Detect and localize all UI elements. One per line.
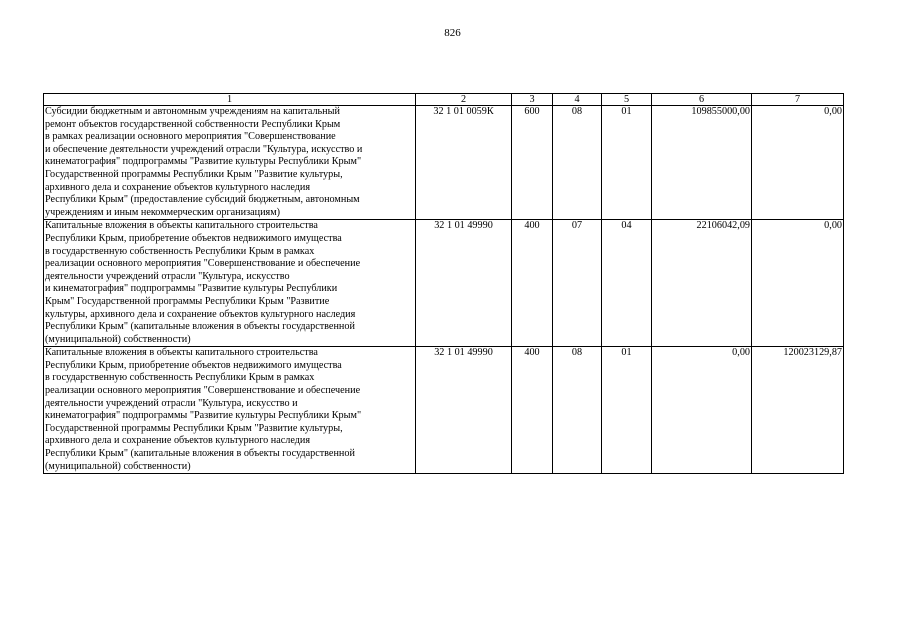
section-code: 08 bbox=[553, 347, 602, 474]
subsection-code: 01 bbox=[602, 106, 652, 220]
amount-col7: 0,00 bbox=[752, 106, 844, 220]
subsection-code: 04 bbox=[602, 220, 652, 347]
amount-col6: 22106042,09 bbox=[652, 220, 752, 347]
budget-table bbox=[43, 93, 844, 474]
column-header: 1 bbox=[44, 94, 416, 106]
target-code: 32 1 01 49990 bbox=[416, 220, 512, 347]
row-description: Капитальные вложения в объекты капитального строительства Республики Крым, приобретение объектов недвижимого имущества в государственную собственность Республики Крым в рамках реализации основного мероприятия "Совершенствование и обеспечение деятельности учреждений отрасли "Культура, искусство и кинематография" подпрограммы "Развитие культуры Республики Крым" Государственной программы Республики Крым "Развитие культуры, архивного дела и сохранение объектов культурного наследия Республики Крым" (капитальные вложения в объекты государственной (муниципальной) собственности) bbox=[44, 347, 416, 474]
column-header: 3 bbox=[512, 94, 553, 106]
table-row bbox=[44, 347, 844, 474]
column-header: 5 bbox=[602, 94, 652, 106]
section-code: 08 bbox=[553, 106, 602, 220]
page-number: 826 bbox=[444, 27, 461, 39]
row-description: Капитальные вложения в объекты капитального строительства Республики Крым, приобретение объектов недвижимого имущества в государственную собственность Республики Крым в рамках реализации основного мероприятия "Совершенствование и обеспечение деятельности учреждений отрасли "Культура, искусство и кинематография" подпрограммы "Развитие культуры Республики Крым" Государственной программы Республики Крым "Развитие культуры, архивного дела и сохранение объектов культурного наследия Республики Крым" (капитальные вложения в объекты государственной (муниципальной) собственности) bbox=[44, 220, 416, 347]
target-code: 32 1 01 0059К bbox=[416, 106, 512, 220]
expense-type: 600 bbox=[512, 106, 553, 220]
expense-type: 400 bbox=[512, 347, 553, 474]
row-description: Субсидии бюджетным и автономным учреждениям на капитальный ремонт объектов государственной собственности Республики Крым в рамках реализации основного мероприятия "Совершенствование и обеспечение деятельности учреждений отрасли "Культура, искусство и кинематография" подпрограммы "Развитие культуры Республики Крым" Государственной программы Республики Крым "Развитие культуры, архивного дела и сохранение объектов культурного наследия Республики Крым" (предоставление субсидий бюджетным, автономным учреждениям и иным некоммерческим организациям) bbox=[44, 106, 416, 220]
target-code: 32 1 01 49990 bbox=[416, 347, 512, 474]
table-row bbox=[44, 220, 844, 347]
amount-col7: 0,00 bbox=[752, 220, 844, 347]
column-header: 6 bbox=[652, 94, 752, 106]
expense-type: 400 bbox=[512, 220, 553, 347]
column-number-row bbox=[44, 94, 844, 106]
subsection-code: 01 bbox=[602, 347, 652, 474]
amount-col6: 109855000,00 bbox=[652, 106, 752, 220]
amount-col7: 120023129,87 bbox=[752, 347, 844, 474]
section-code: 07 bbox=[553, 220, 602, 347]
column-header: 4 bbox=[553, 94, 602, 106]
amount-col6: 0,00 bbox=[652, 347, 752, 474]
column-header: 7 bbox=[752, 94, 844, 106]
column-header: 2 bbox=[416, 94, 512, 106]
table-row bbox=[44, 106, 844, 220]
